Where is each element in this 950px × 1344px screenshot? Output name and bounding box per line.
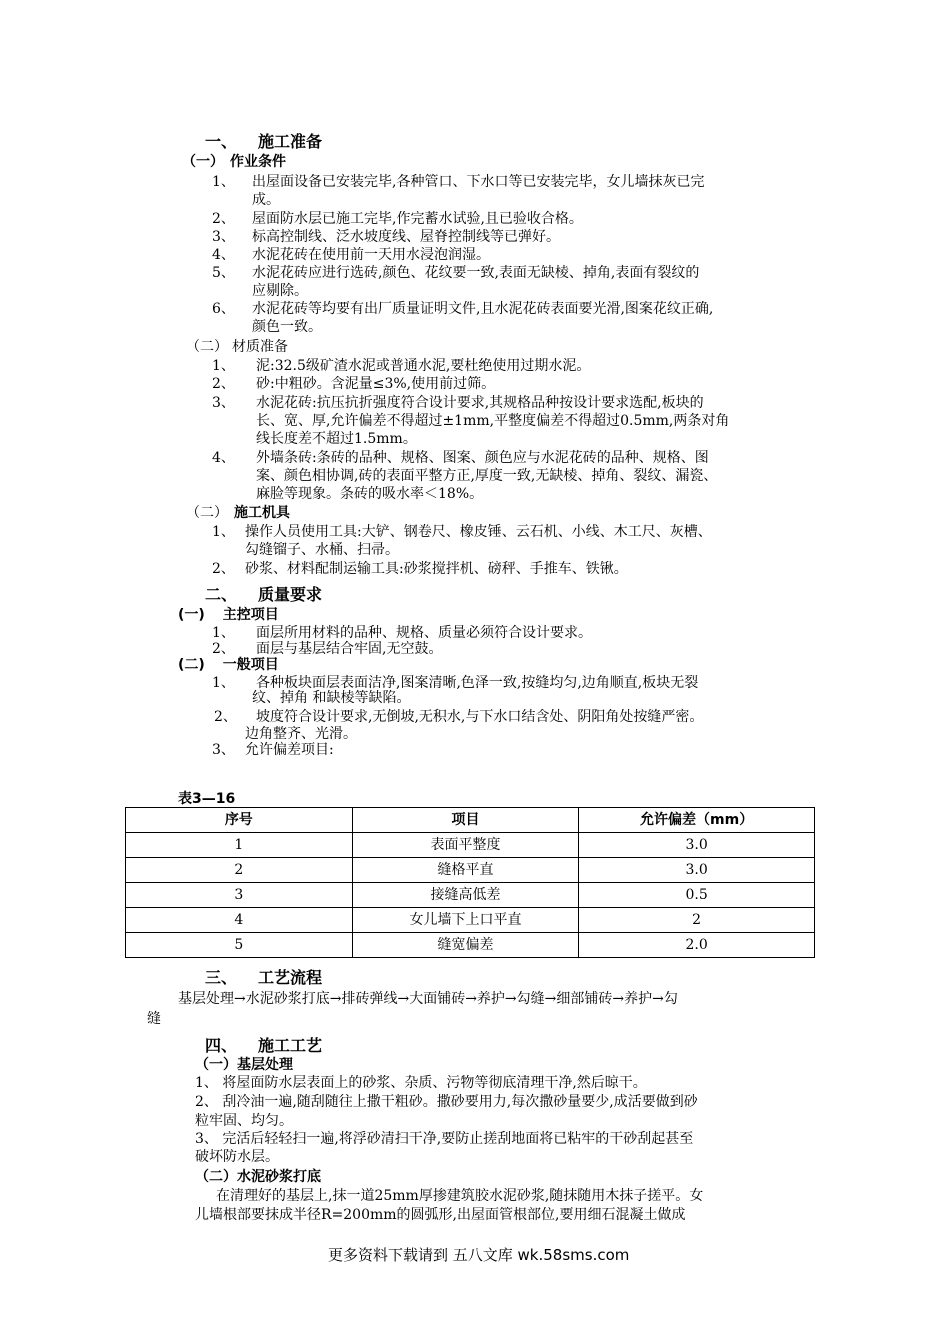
list-item-text: 颜色一致。 bbox=[252, 319, 322, 335]
list-item-number: 4、 bbox=[212, 247, 235, 263]
table-cell: 2 bbox=[126, 858, 353, 883]
list-item-number: 2、 bbox=[214, 709, 237, 725]
list-item-text: 案、颜色相协调,砖的表面平整方正,厚度一致,无缺棱、掉角、裂纹、漏瓷、 bbox=[256, 468, 718, 484]
subsection-title: 主控项目 bbox=[222, 607, 279, 623]
section-2-number: 二、 bbox=[205, 585, 238, 604]
process-flow-text: 缝 bbox=[147, 1011, 161, 1027]
list-item-number: 1、 bbox=[212, 358, 235, 374]
subsection-heading: （一）基层处理 bbox=[195, 1057, 293, 1073]
table-cell: 表面平整度 bbox=[352, 833, 579, 858]
list-item-number: 2、 bbox=[212, 561, 235, 577]
list-item-number: 1、 bbox=[212, 625, 235, 641]
tolerance-table bbox=[125, 807, 815, 958]
list-item-text: 面层与基层结合牢固,无空鼓。 bbox=[256, 641, 443, 657]
list-item-text: 出屋面设备已安装完毕,各种管口、下水口等已安装完毕，女儿墙抹灰已完 bbox=[252, 174, 705, 190]
table-cell: 女儿墙下上口平直 bbox=[352, 908, 579, 933]
subsection-number: （一） bbox=[182, 154, 224, 170]
list-item-number: 2、 bbox=[212, 641, 235, 657]
table-cell: 缝宽偏差 bbox=[352, 933, 579, 958]
table-row bbox=[126, 908, 815, 933]
table-row bbox=[126, 833, 815, 858]
table-cell: 接缝高低差 bbox=[352, 883, 579, 908]
subsection-heading bbox=[182, 153, 286, 172]
subsection-heading bbox=[178, 606, 279, 625]
list-item-number: 3、 bbox=[212, 229, 235, 245]
list-item-text: 1、 将屋面防水层表面上的砂浆、杂质、污物等彻底清理干净,然后晾干。 bbox=[195, 1075, 647, 1091]
table-cell: 2.0 bbox=[579, 933, 815, 958]
subsection-heading bbox=[186, 504, 290, 523]
list-item-text: 水泥花砖:抗压抗折强度符合设计要求,其规格品种按设计要求选配,板块的 bbox=[256, 395, 704, 411]
list-item-number: 3、 bbox=[212, 395, 235, 411]
section-4-title: 施工工艺 bbox=[258, 1036, 323, 1055]
paragraph-text: 在清理好的基层上,抹一道25mm厚掺建筑胶水泥砂浆,随抹随用木抹子搓平。女 bbox=[216, 1188, 704, 1204]
column-header: 项目 bbox=[352, 808, 579, 833]
list-item-number: 3、 bbox=[212, 742, 235, 758]
subsection-heading: （二）水泥砂浆打底 bbox=[195, 1169, 321, 1185]
paragraph-text: 儿墙根部要抹成半径R=200mm的圆弧形,出屋面管根部位,要用细石混凝土做成 bbox=[195, 1207, 686, 1223]
list-item-text: 外墙条砖:条砖的品种、规格、图案、颜色应与水泥花砖的品种、规格、图 bbox=[256, 450, 709, 466]
list-item-number: 1、 bbox=[212, 675, 235, 691]
list-item-number: 2、 bbox=[212, 211, 235, 227]
table-cell: 0.5 bbox=[579, 883, 815, 908]
list-item-number: 6、 bbox=[212, 301, 235, 317]
process-flow-text: 基层处理→水泥砂浆打底→排砖弹线→大面铺砖→养护→勾缝→细部铺砖→养护→勾 bbox=[178, 991, 678, 1007]
subsection-number: （二） bbox=[186, 339, 228, 355]
list-item-text: 2、 刮冷油一遍,随刮随往上撒干粗砂。撒砂要用力,每次撒砂量要少,成活要做到砂 bbox=[195, 1094, 698, 1110]
list-item-text: 纹、掉角 和缺棱等缺陷。 bbox=[252, 690, 411, 706]
table-cell: 3.0 bbox=[579, 833, 815, 858]
table-caption: 表3—16 bbox=[178, 791, 236, 807]
subsection-heading bbox=[178, 656, 279, 675]
table-row bbox=[126, 883, 815, 908]
list-item-number: 1、 bbox=[212, 524, 235, 540]
table-cell: 3.0 bbox=[579, 858, 815, 883]
column-header: 允许偏差（mm） bbox=[579, 808, 815, 833]
list-item-text: 水泥花砖等均要有出厂质量证明文件,且水泥花砖表面要光滑,图案花纹正确, bbox=[252, 301, 714, 317]
list-item-number: 1、 bbox=[212, 174, 235, 190]
list-item-text: 砂:中粗砂。含泥量≤3%,使用前过筛。 bbox=[256, 376, 496, 392]
list-item-text: 各种板块面层表面洁净,图案清晰,色泽一致,按缝均匀,边角顺直,板块无裂 bbox=[256, 675, 699, 691]
list-item-number: 4、 bbox=[212, 450, 235, 466]
list-item-text: 应剔除。 bbox=[252, 283, 308, 299]
subsection-title: 一般项目 bbox=[222, 657, 279, 673]
column-header: 序号 bbox=[126, 808, 353, 833]
section-4-number: 四、 bbox=[205, 1036, 238, 1055]
list-item-text: 泥:32.5级矿渣水泥或普通水泥,要杜绝使用过期水泥。 bbox=[256, 358, 591, 374]
subsection-heading bbox=[186, 338, 288, 357]
list-item-text: 粒牢固、均匀。 bbox=[195, 1113, 293, 1129]
list-item-text: 3、 完活后轻轻扫一遍,将浮砂清扫干净,要防止搓刮地面将已粘牢的干砂刮起甚至 bbox=[195, 1131, 694, 1147]
list-item-text: 砂浆、材料配制运输工具:砂浆搅拌机、磅秤、手推车、铁锹。 bbox=[245, 561, 628, 577]
subsection-title: 材质准备 bbox=[232, 339, 288, 355]
list-item-number: 5、 bbox=[212, 265, 235, 281]
footer-text: 更多资料下载请到 五八文库 wk.58sms.com bbox=[328, 1246, 630, 1264]
list-item-text: 标高控制线、泛水坡度线、屋脊控制线等已弹好。 bbox=[252, 229, 560, 245]
table-cell: 1 bbox=[126, 833, 353, 858]
subsection-number: (一) bbox=[178, 607, 205, 623]
subsection-title: 施工机具 bbox=[234, 505, 290, 521]
section-3-title: 工艺流程 bbox=[258, 968, 323, 987]
section-1-number: 一、 bbox=[205, 132, 238, 151]
subsection-number: （二） bbox=[186, 505, 228, 521]
list-item-text: 长、宽、厚,允许偏差不得超过±1mm,平整度偏差不得超过0.5mm,两条对角 bbox=[256, 413, 730, 429]
list-item-text: 坡度符合设计要求,无倒坡,无积水,与下水口结含处、阴阳角处按缝严密。 bbox=[256, 709, 704, 725]
table-cell: 5 bbox=[126, 933, 353, 958]
list-item-number: 2、 bbox=[212, 376, 235, 392]
subsection-title: 作业条件 bbox=[230, 154, 286, 170]
list-item-text: 成。 bbox=[252, 192, 280, 208]
subsection-number: (二) bbox=[178, 657, 205, 673]
list-item-text: 线长度差不超过1.5mm。 bbox=[256, 431, 417, 447]
section-3-number: 三、 bbox=[205, 968, 238, 987]
list-item-text: 麻脸等现象。条砖的吸水率＜18%。 bbox=[256, 486, 484, 502]
list-item-text: 水泥花砖在使用前一天用水浸泡润湿。 bbox=[252, 247, 490, 263]
table-header-row bbox=[126, 808, 815, 833]
table-cell: 3 bbox=[126, 883, 353, 908]
list-item-text: 允许偏差项目: bbox=[245, 742, 334, 758]
table-cell: 4 bbox=[126, 908, 353, 933]
section-1-title: 施工准备 bbox=[258, 132, 323, 151]
list-item-text: 面层所用材料的品种、规格、质量必须符合设计要求。 bbox=[256, 625, 592, 641]
table-cell: 缝格平直 bbox=[352, 858, 579, 883]
section-2-title: 质量要求 bbox=[258, 585, 323, 604]
list-item-text: 边角整齐、光滑。 bbox=[245, 726, 357, 742]
table-cell: 2 bbox=[579, 908, 815, 933]
table-row bbox=[126, 933, 815, 958]
list-item-text: 屋面防水层已施工完毕,作完蓄水试验,且已验收合格。 bbox=[252, 211, 583, 227]
table-row bbox=[126, 858, 815, 883]
list-item-text: 勾缝镏子、水桶、扫帚。 bbox=[245, 542, 399, 558]
list-item-text: 破坏防水层。 bbox=[195, 1149, 279, 1165]
list-item-text: 操作人员使用工具:大铲、钢卷尺、橡皮锤、云石机、小线、木工尺、灰槽、 bbox=[245, 524, 712, 540]
list-item-text: 水泥花砖应进行选砖,颜色、花纹要一致,表面无缺棱、掉角,表面有裂纹的 bbox=[252, 265, 700, 281]
